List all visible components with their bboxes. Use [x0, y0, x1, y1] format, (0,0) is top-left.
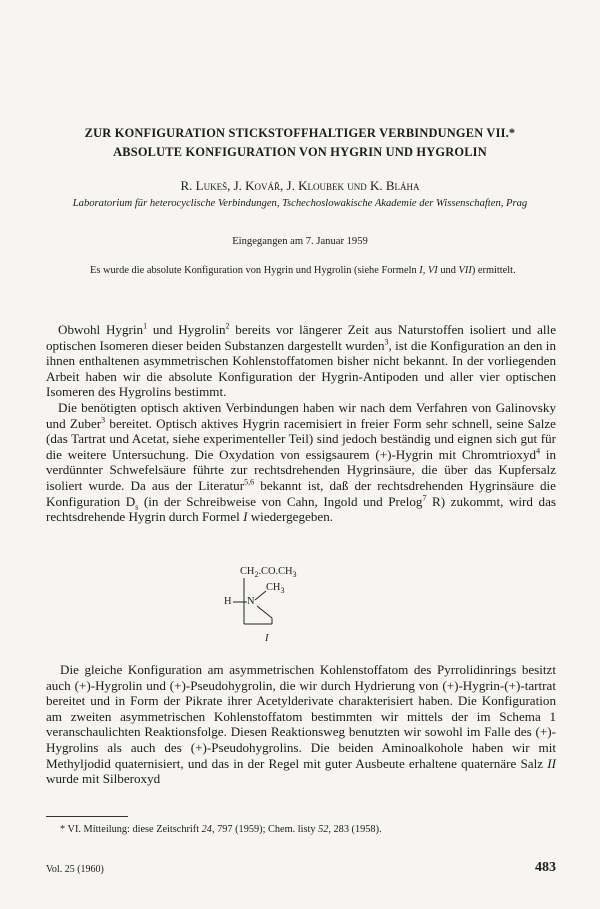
- abstract: [76, 264, 528, 278]
- received-date: Eingegangen am 7. Januar 1959: [232, 236, 368, 247]
- authors: R. Lukeš, J. Kovář, J. Kloubek und K. Bláha: [180, 178, 420, 193]
- title-line-1: ZUR KONFIGURATION STICKSTOFFHALTIGER VERBINDUNGEN VII.*: [84, 126, 516, 140]
- paragraph-1: Obwohl Hygrin$^1$ und Hygrolin$^2$ bereits vor längerer Zeit aus Naturstoffen isoliert und alle optischen Isomeren dieser beiden Substanzen dargestellt wurden$^3$, ist die Konfiguration an den in ihnen enthaltenen asymmetrischen Kohlenstoffatomen bisher nicht bekannt. In der vorliegenden Arbeit haben wir die absolute Konfiguration der Hygrin-Antipoden und aller vier optischen Isomeren des Hygrolins bestimmt.: [46, 321, 557, 400]
- affiliation: Laboratorium für heterocyclische Verbindungen, Tschechoslowakische Akademie der Wissenschaften, Prag: [72, 198, 528, 209]
- formula-nitrogen: N: [247, 596, 255, 607]
- abstract-formula-ref: VII: [458, 265, 472, 276]
- abstract-text: ) ermittelt.: [471, 265, 516, 276]
- formula-bonds: [220, 566, 340, 646]
- body-text-top: [46, 322, 556, 525]
- formula-hydrogen: H: [224, 596, 232, 607]
- abstract-text: Es wurde die absolute Konfiguration von Hygrin und Hygrolin (siehe Formeln: [90, 265, 420, 276]
- formula-label: I: [265, 633, 269, 644]
- article-title: [40, 124, 560, 162]
- formula-methyl: $CH_3$: [266, 582, 285, 596]
- paragraph-3: Die gleiche Konfiguration am asymmetrischen Kohlenstoffatom des Pyrrolidinrings besitzt auch (+)-Hygrolin und (+)-Pseudohygrolin, die wir durch Hydrierung von (+)-Hygrin-(+)-tartrat bereitet und in Form der Pikrate ihrer Acetylderivate charakterisiert haben. Die Konfiguration am zweiten asymmetrischen Kohlenstoffatom bestimmten wir mittels der im Schema 1 veranschaulichten Reaktionsfolge. Diesen Reaktionsweg benutzten wir sowohl im Falle des (+)-Hygrolins als auch des (+)-Pseudohygrolins. Die beiden Aminoalkohole haben wir mit Methyljodid quaternisiert, und das in der Regel mit guter Ausbeute erhaltene quaternäre Salz II wurde mit Silberoxyd: [46, 662, 556, 787]
- footnote: * VI. Mitteilung: diese Zeitschrift 24, 797 (1959); Chem. listy 52, 283 (1958).: [60, 824, 382, 835]
- abstract-formula-ref: I, VI: [419, 265, 438, 276]
- paragraph-2: Die benötigten optisch aktiven Verbindungen haben wir nach dem Verfahren von Galinovsky und Zuber$^3$ bereitet. Optisch aktives Hygrin racemisiert in freier Form sehr schnell, seine Salze (das Tartrat und Acetat, siehe experimenteller Teil) sind jedoch beständig und eignen sich gut für die weitere Untersuchung. Die Oxydation von essigsaurem (+)-Hygrin mit Chromtrioxyd$^4$ in verdünnter Schwefelsäure führte zur rechtsdrehenden Hygrinsäure, die über das Kupfersalz isoliert wurde. Da aus der Literatur$^{5,6}$ bekannt ist, daß der rechtsdrehenden Hygrinsäure die Konfiguration $D_s$ (in der Schreibweise von Cahn, Ingold und Prelog$^7$ R) zukommt, wird das rechtsdrehende Hygrin durch Formel I wiedergegeben.: [46, 399, 556, 525]
- abstract-text: und: [437, 265, 459, 276]
- footnote-rule: [46, 816, 128, 817]
- page-number: 483: [535, 860, 556, 875]
- formula-side-chain: $CH_2.CO.CH_3$: [240, 566, 297, 580]
- body-text-bottom: [46, 662, 556, 787]
- volume-info: Vol. 25 (1960): [46, 864, 104, 875]
- structural-formula-hygrin: [220, 566, 340, 646]
- title-line-2: ABSOLUTE KONFIGURATION VON HYGRIN UND HYGROLIN: [113, 145, 487, 159]
